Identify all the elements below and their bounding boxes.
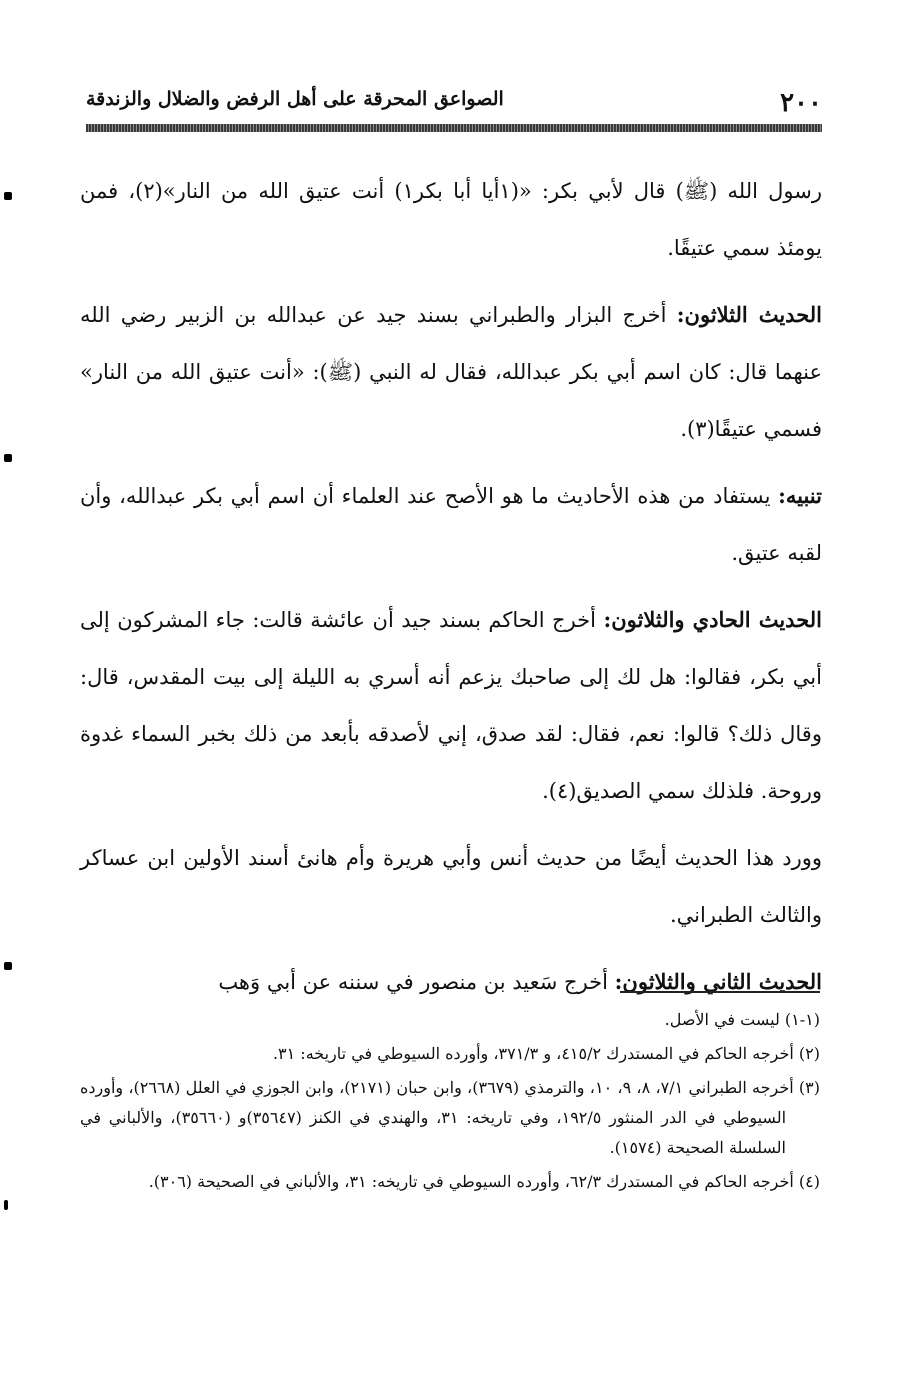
footnotes (80, 1005, 820, 1201)
paragraph-lead: الحديث الحادي والثلاثون: (603, 607, 822, 632)
paragraph-text: أخرج سَعيد بن منصور في سننه عن أبي وَهب (218, 970, 615, 994)
paragraph (80, 591, 822, 820)
running-header (86, 80, 822, 120)
book-title: الصواعق المحرقة على أهل الرفض والضلال والزندقة (86, 88, 504, 110)
paragraph (80, 286, 822, 458)
page-number: ٢٠٠ (780, 88, 822, 118)
scan-margin-mark (4, 962, 12, 970)
paragraph-text: يستفاد من هذه الأحاديث ما هو الأصح عند العلماء أن اسم أبي بكر عبدالله، وأن لقبه عتيق. (80, 484, 822, 565)
paragraph (80, 467, 822, 582)
scan-margin-mark (4, 192, 12, 200)
footnote: (٣) أخرجه الطبراني ٧/١، ٨، ٩، ١٠، والترمذي (٣٦٧٩)، وابن حبان (٢١٧١)، وابن الجوزي في العلل (٢٦٦٨)، وأورده السيوطي في الدر المنثور ١٩٢/٥، وفي تاريخه: ٣١، والهندي في الكنز (٣٥٦٤٧)و (٣٥٦٦٠)، والألباني في السلسلة الصحيحة (١٥٧٤). (80, 1078, 821, 1157)
paragraph (80, 162, 822, 277)
footnote-separator (620, 991, 820, 993)
header-rule (86, 124, 822, 132)
paragraph-lead: الحديث الثلاثون: (676, 302, 822, 327)
paragraph (80, 829, 822, 944)
scan-margin-mark (4, 1200, 8, 1210)
footnote: (١-١) ليست في الأصل. (664, 1010, 820, 1029)
paragraph-text: أخرج البزار والطبراني بسند جيد عن عبدالله بن الزبير رضي الله عنهما قال: كان اسم أبي بكر عبدالله، فقال له النبي (ﷺ): «أنت عتيق الله من النار» فسمي عتيقًا(٣). (80, 303, 822, 441)
paragraph-text: رسول الله (ﷺ) قال لأبي بكر: «(١أيا أبا بكر١) أنت عتيق الله من النار»(٢)، فمن يومئذ سمي عتيقًا. (80, 179, 823, 260)
paragraph-text: أخرج الحاكم بسند جيد أن عائشة قالت: جاء المشركون إلى أبي بكر، فقالوا: هل لك إلى صاحبك يزعم أنه أسري به الليلة إلى بيت المقدس، قال: وقال ذلك؟ قالوا: نعم، فقال: لقد صدق، إني لأصدقه بأبعد من ذلك بخبر السماء غدوة وروحة. فلذلك سمي الصديق(٤). (80, 608, 822, 803)
main-text (80, 162, 822, 1011)
paragraph-lead: الحديث الثاني والثلاثون: (614, 969, 822, 994)
paragraph (80, 953, 822, 1011)
paragraph-lead: تنبيه: (778, 483, 822, 508)
footnote: (٤) أخرجه الحاكم في المستدرك ٦٢/٣، وأورده السيوطي في تاريخه: ٣١، والألباني في الصحيحة (٣٠٦). (148, 1172, 820, 1191)
paragraph-text: وورد هذا الحديث أيضًا من حديث أنس وأبي هريرة وأم هانئ أسند الأولين ابن عساكر والثالث الطبراني. (80, 846, 822, 927)
footnote: (٢) أخرجه الحاكم في المستدرك ٤١٥/٢، و ٣٧١/٣، وأورده السيوطي في تاريخه: ٣١. (272, 1044, 820, 1063)
scan-margin-mark (4, 454, 12, 462)
